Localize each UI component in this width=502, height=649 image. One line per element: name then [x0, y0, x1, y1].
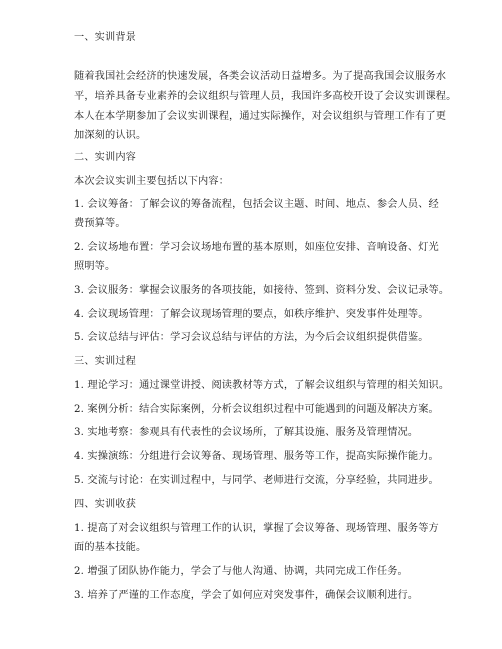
list-item: 2. 会议场地布置：学习会议场地布置的基本原则，如座位安排、音响设备、灯光 [74, 242, 439, 253]
list-item: 1. 提高了对会议组织与管理工作的认识，掌握了会议筹备、现场管理、服务等方 [74, 523, 439, 534]
intro-line: 本次会议实训主要包括以下内容： [74, 176, 230, 187]
section-heading-process: 三、实训过程 [74, 356, 137, 367]
list-item-continuation: 面的基本技能。 [74, 542, 147, 553]
paragraph-line: 本人在本学期参加了会议实训课程，通过实际操作，对会议组织与管理工作有了更 [74, 111, 447, 122]
list-item: 3. 实地考察：参观具有代表性的会议场所，了解其设施、服务及管理情况。 [74, 427, 419, 438]
list-item: 4. 实操演练：分组进行会议筹备、现场管理、服务等工作，提高实际操作能力。 [74, 451, 439, 462]
list-item: 1. 理论学习：通过课堂讲授、阅读教材等方式，了解会议组织与管理的相关知识。 [74, 380, 450, 391]
list-item: 1. 会议筹备：了解会议的筹备流程，包括会议主题、时间、地点、参会人员、经 [74, 199, 439, 210]
paragraph-line: 加深刻的认识。 [74, 130, 147, 141]
list-item: 3. 培养了严谨的工作态度，学会了如何应对突发事件，确保会议顺利进行。 [74, 590, 419, 601]
list-item-continuation: 费预算等。 [74, 218, 126, 229]
list-item-continuation: 照明等。 [74, 261, 116, 272]
section-heading-background: 一、实训背景 [74, 32, 137, 43]
list-item: 3. 会议服务：掌握会议服务的各项技能，如接待、签到、资料分发、会议记录等。 [74, 285, 450, 296]
section-heading-content: 二、实训内容 [74, 152, 137, 163]
list-item: 5. 交流与讨论：在实训过程中，与同学、老师进行交流，分享经验，共同进步。 [74, 475, 439, 486]
paragraph-line: 平，培养具备专业素养的会议组织与管理人员，我国许多高校开设了会议实训课程。 [74, 91, 457, 102]
list-item: 5. 会议总结与评估：学习会议总结与评估的方法，为今后会议组织提供借鉴。 [74, 332, 429, 343]
section-heading-gains: 四、实训收获 [74, 499, 137, 510]
paragraph-line: 随着我国社会经济的快速发展，各类会议活动日益增多。为了提高我国会议服务水 [74, 71, 447, 82]
list-item: 2. 案例分析：结合实际案例，分析会议组织过程中可能遇到的问题及解决方案。 [74, 404, 439, 415]
list-item: 2. 增强了团队协作能力，学会了与他人沟通、协调，共同完成工作任务。 [74, 566, 408, 577]
list-item: 4. 会议现场管理：了解会议现场管理的要点，如秩序维护、突发事件处理等。 [74, 309, 429, 320]
